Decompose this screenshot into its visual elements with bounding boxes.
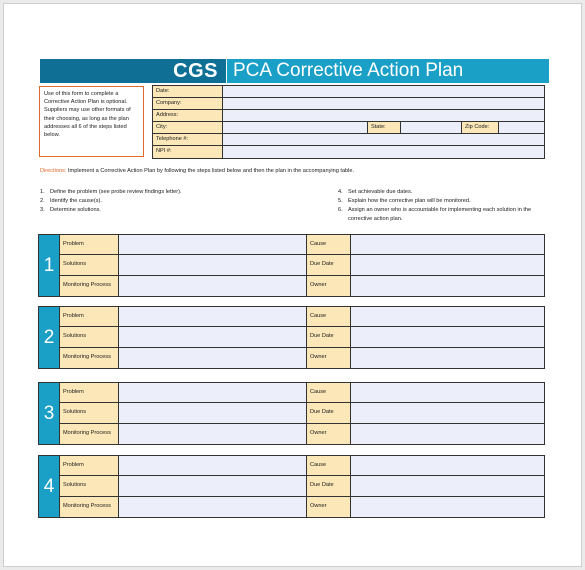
- zip-label: Zip Code:: [461, 122, 499, 133]
- problem-field[interactable]: [119, 456, 307, 476]
- directions-lead: Directions:: [40, 168, 67, 174]
- owner-label: Owner: [307, 497, 351, 517]
- cause-field[interactable]: [351, 456, 544, 476]
- owner-field[interactable]: [351, 497, 544, 517]
- block-number: 4: [39, 456, 60, 517]
- date-row: [153, 86, 544, 98]
- state-label: State:: [367, 122, 401, 133]
- solutions-field[interactable]: [119, 403, 307, 423]
- solutions-label: Solutions: [60, 327, 119, 347]
- problem-label: Problem: [60, 383, 119, 403]
- cause-field[interactable]: [351, 307, 544, 327]
- owner-field[interactable]: [351, 424, 544, 444]
- monitoring-field[interactable]: [119, 276, 307, 296]
- state-field[interactable]: [401, 122, 461, 133]
- due-date-label: Due Date: [307, 476, 351, 496]
- monitoring-field[interactable]: [119, 424, 307, 444]
- brand-panel: [40, 59, 226, 83]
- npi-row: [153, 146, 544, 158]
- monitoring-label: Monitoring Process: [60, 497, 119, 517]
- action-block-4: [38, 455, 545, 518]
- step-item: 6. Assign an owner who is accountable for implementing each solution in the corrective action plan.: [338, 207, 532, 222]
- owner-label: Owner: [307, 424, 351, 444]
- owner-field[interactable]: [351, 276, 544, 296]
- telephone-row: [153, 134, 544, 146]
- steps-right-column: [338, 188, 545, 224]
- npi-label: NPI #:: [153, 146, 223, 158]
- telephone-field[interactable]: [223, 134, 544, 145]
- date-label: Date:: [153, 86, 223, 97]
- form-title: PCA Corrective Action Plan: [233, 60, 464, 81]
- address-field[interactable]: [223, 110, 544, 121]
- due-date-field[interactable]: [351, 255, 544, 275]
- block-number: 3: [39, 383, 60, 444]
- company-row: [153, 98, 544, 110]
- solutions-field[interactable]: [119, 327, 307, 347]
- owner-label: Owner: [307, 276, 351, 296]
- directions-text: Implement a Corrective Action Plan by following the steps listed below and then the plan in the accompanying table.: [68, 168, 355, 174]
- due-date-field[interactable]: [351, 327, 544, 347]
- step-item: 3. Determine solutions.: [40, 207, 101, 213]
- due-date-field[interactable]: [351, 403, 544, 423]
- cause-label: Cause: [307, 456, 351, 476]
- step-item: 1. Define the problem (see probe review findings letter).: [40, 189, 182, 195]
- cause-field[interactable]: [351, 235, 544, 255]
- problem-field[interactable]: [119, 235, 307, 255]
- directions: [40, 167, 545, 176]
- cause-label: Cause: [307, 235, 351, 255]
- step-item: 4. Set achievable due dates.: [338, 189, 413, 195]
- monitoring-label: Monitoring Process: [60, 424, 119, 444]
- solutions-label: Solutions: [60, 476, 119, 496]
- problem-label: Problem: [60, 307, 119, 327]
- cause-label: Cause: [307, 307, 351, 327]
- step-item: 5. Explain how the corrective plan will be monitored.: [338, 198, 471, 204]
- due-date-field[interactable]: [351, 476, 544, 496]
- company-label: Company:: [153, 98, 223, 109]
- due-date-label: Due Date: [307, 327, 351, 347]
- supplier-info-table: [152, 85, 545, 159]
- city-field[interactable]: [223, 122, 367, 133]
- problem-field[interactable]: [119, 383, 307, 403]
- problem-label: Problem: [60, 456, 119, 476]
- due-date-label: Due Date: [307, 255, 351, 275]
- action-grid: [60, 307, 544, 368]
- owner-label: Owner: [307, 348, 351, 368]
- block-number: 2: [39, 307, 60, 368]
- cause-field[interactable]: [351, 383, 544, 403]
- problem-label: Problem: [60, 235, 119, 255]
- steps-left-column: [40, 188, 320, 215]
- company-field[interactable]: [223, 98, 544, 109]
- due-date-label: Due Date: [307, 403, 351, 423]
- problem-field[interactable]: [119, 307, 307, 327]
- monitoring-label: Monitoring Process: [60, 348, 119, 368]
- address-row: [153, 110, 544, 122]
- cause-label: Cause: [307, 383, 351, 403]
- step-item: 2. Identify the cause(s).: [40, 198, 102, 204]
- action-block-3: [38, 382, 545, 445]
- zip-field[interactable]: [499, 122, 544, 133]
- block-number: 1: [39, 235, 60, 296]
- action-grid: [60, 235, 544, 296]
- monitoring-label: Monitoring Process: [60, 276, 119, 296]
- action-block-1: [38, 234, 545, 297]
- solutions-field[interactable]: [119, 476, 307, 496]
- action-grid: [60, 456, 544, 517]
- monitoring-field[interactable]: [119, 348, 307, 368]
- solutions-field[interactable]: [119, 255, 307, 275]
- brand-logo-text: CGS: [173, 59, 218, 82]
- solutions-label: Solutions: [60, 255, 119, 275]
- npi-field[interactable]: [223, 146, 544, 158]
- action-grid: [60, 383, 544, 444]
- telephone-label: Telephone #:: [153, 134, 223, 145]
- usage-note: Use of this form to complete a Corrective Action Plan is optional. Suppliers may use other formats of their choosing, as long as the plan addresses all 6 of the steps listed below.: [39, 86, 144, 157]
- header-banner: [40, 59, 549, 83]
- address-label: Address:: [153, 110, 223, 121]
- city-label: City:: [153, 122, 223, 133]
- city-row: [153, 122, 544, 134]
- solutions-label: Solutions: [60, 403, 119, 423]
- owner-field[interactable]: [351, 348, 544, 368]
- date-field[interactable]: [223, 86, 544, 97]
- monitoring-field[interactable]: [119, 497, 307, 517]
- action-block-2: [38, 306, 545, 369]
